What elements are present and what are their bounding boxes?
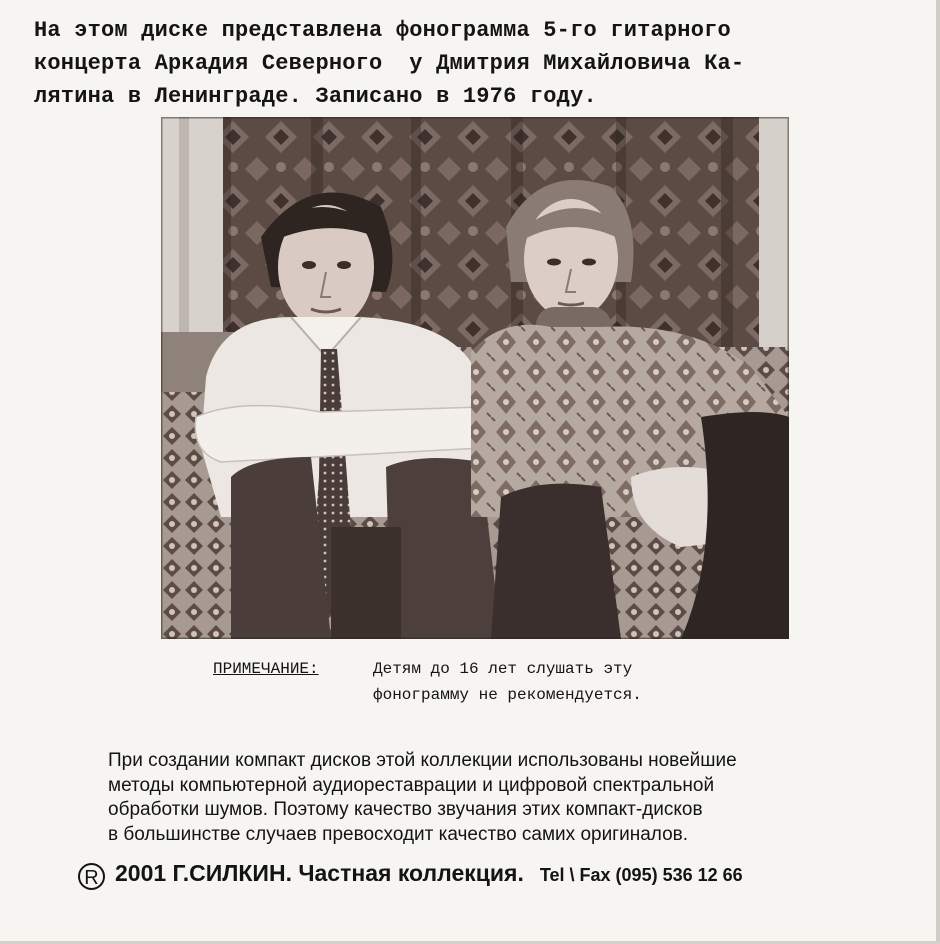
header-line-1: На этом диске представлена фонограмма 5-го гитарного (34, 18, 731, 43)
info-line-2: методы компьютерной аудиореставрации и цифровой спектральной (108, 774, 715, 796)
photo (161, 117, 789, 639)
header-line-2: концерта Аркадия Северного у Дмитрия Михайловича Ка- (34, 51, 745, 76)
note-label: ПРИМЕЧАНИЕ: (213, 660, 319, 678)
info-line-3: обработки шумов. Поэтому качество звучания этих компакт-дисков (108, 799, 703, 820)
scan-edge-right (936, 0, 940, 944)
header-text (34, 14, 914, 113)
info-paragraph (108, 749, 848, 847)
header-line-3: лятина в Ленинграде. Записано в 1976 году. (34, 84, 597, 109)
note-line-2: фонограмму не рекомендуется. (373, 686, 642, 704)
footer-copyright: 2001 Г.СИЛКИН. Частная коллекция. (115, 860, 524, 886)
info-line-4: в большинстве случаев превосходит качество самих оригиналов. (108, 823, 689, 845)
registered-trademark-icon: R (78, 863, 105, 890)
photo-illustration (161, 117, 789, 639)
footer (78, 860, 898, 887)
note-line-1: Детям до 16 лет слушать эту (373, 660, 633, 678)
footer-contact: Tel \ Fax (095) 536 12 66 (539, 865, 743, 885)
info-line-1: При создании компакт дисков этой коллекции использованы новейшие (108, 750, 737, 771)
